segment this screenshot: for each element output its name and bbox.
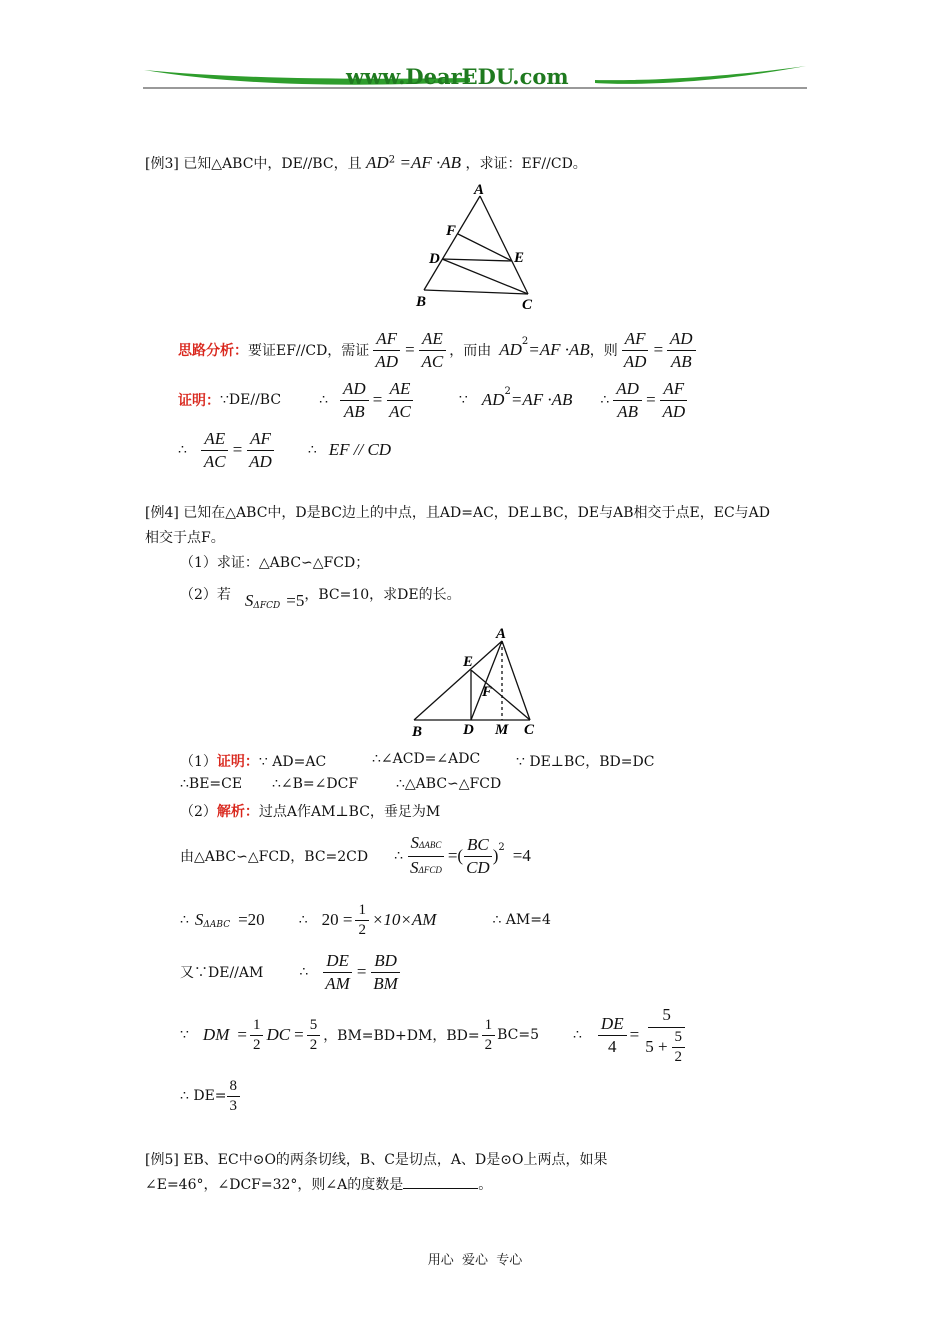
ex4-r1-text: 由△ABC∽△FCD，BC=2CD xyxy=(180,849,369,865)
ex3-text2: ，求证：EF//CD。 xyxy=(465,156,587,172)
frac-one-half: $\frac{1}{2}$ xyxy=(250,1017,264,1054)
ex3-segment-de xyxy=(442,259,512,261)
equals-sign: = xyxy=(231,440,244,459)
ex4-r4-dc: DC xyxy=(266,1025,291,1044)
sub-abc: ΔABC xyxy=(419,839,442,850)
s-symbol: S xyxy=(410,857,419,877)
therefore-symbol: ∴ xyxy=(573,1027,582,1043)
ex3-eq-ad: AD xyxy=(366,153,389,172)
ex3-analysis-title: 思路分析： xyxy=(178,343,248,359)
ex3-label-c: C xyxy=(522,297,533,312)
ex3-proof-row2 xyxy=(178,426,391,474)
ex4-label-f: F xyxy=(482,684,493,700)
ex4-r1-sq: 2 xyxy=(498,842,505,853)
ex3-label: [例3] xyxy=(145,156,179,172)
therefore-symbol: ∴ xyxy=(178,442,187,458)
therefore-symbol: ∴ xyxy=(299,964,309,980)
ex4-r2-am: ∴ AM=4 xyxy=(492,912,551,928)
ex3-frac-af-ad: $\frac{AF}{AD}$ xyxy=(659,379,688,422)
ex3-eq-sq: 2 xyxy=(521,336,529,347)
ex3-label-a: A xyxy=(474,182,485,198)
ex4-line2: 相交于点F。 xyxy=(145,530,225,546)
ex3-frac-af-ad: $\frac{AF}{AD}$ xyxy=(621,329,650,372)
ex3-analysis xyxy=(178,326,699,374)
ex4-frac-bc-cd: $\frac{BC}{CD}$ xyxy=(463,835,493,878)
s-symbol: S xyxy=(410,832,420,852)
therefore-symbol: ∴ xyxy=(394,848,404,864)
ex3-frac-ae-ac: $\frac{AE}{AC}$ xyxy=(418,329,446,372)
ex4-figure xyxy=(408,624,548,739)
equals-sign: = xyxy=(403,340,416,359)
ex4-a2-line xyxy=(180,801,440,821)
therefore-symbol: ∴ xyxy=(600,392,610,408)
ex4-a2-pre: （2） xyxy=(180,804,217,820)
ex4-r2-val: =20 xyxy=(238,910,265,929)
frac-one-half: $\frac{1}{2}$ xyxy=(355,902,369,939)
ex4-r2-lhs: 20 = xyxy=(321,910,353,929)
frac-one-half: $\frac{1}{2}$ xyxy=(482,1017,496,1054)
ex4-r4-dm: DM xyxy=(202,1025,230,1044)
ex3-side-ab xyxy=(424,196,480,290)
ex3-label-b: B xyxy=(416,294,427,310)
ex3-frac-ad-ab: $\frac{AD}{AB}$ xyxy=(613,379,642,422)
ex4-frac-de-4: $\frac{DE}{4}$ xyxy=(598,1014,627,1057)
ex4-q2 xyxy=(180,577,461,611)
ex4-a1-t2: ∴∠ACD=∠ADC xyxy=(372,751,481,767)
ex3-frac-ad-ab: $\frac{AD}{AB}$ xyxy=(667,329,696,372)
ex3-eq-ad: AD xyxy=(481,390,505,409)
ex4-r3-text: 又∵DE//AM xyxy=(180,965,264,981)
ex3-frac-ad-ab: $\frac{AD}{AB}$ xyxy=(340,379,369,422)
ex5-line1: [例5] EB、EC中⊙O的两条切线，B、C是切点，A、D是⊙O上两点，如果 xyxy=(145,1152,608,1168)
ex3-frac-ae-ac: $\frac{AE}{AC}$ xyxy=(201,429,229,472)
ex5-line2-text: ∠E=46°，∠DCF=32°，则∠A的度数是 xyxy=(145,1177,404,1193)
ex3-eq-rhs: =AF ·AB xyxy=(528,340,590,359)
ex3-proof-row1 xyxy=(178,376,691,424)
ex4-r2 xyxy=(180,896,551,944)
therefore-symbol: ∴ xyxy=(298,912,308,928)
equals-sign: = xyxy=(652,340,664,359)
ex4-r4-t2: BC=5 xyxy=(497,1027,539,1043)
ex4-label-d: D xyxy=(463,722,474,738)
ex4-r1-close: ) xyxy=(492,846,499,865)
equals-sign: = xyxy=(294,1025,304,1044)
ex4-label-e: E xyxy=(463,654,474,670)
ex3-eq-sq: 2 xyxy=(504,386,511,397)
ex4-q2a: （2）若 xyxy=(180,587,231,603)
ex3-label-d: D xyxy=(429,251,440,267)
ex4-q1: （1）求证：△ABC∽△FCD； xyxy=(180,555,370,571)
ex3-eq-rhs: =AF ·AB xyxy=(399,153,462,172)
s-symbol: S xyxy=(244,591,254,610)
ex3-label-f: F xyxy=(446,223,457,239)
ex4-a1-l2b: ∴∠B=∠DCF xyxy=(272,776,359,792)
ex3-figure xyxy=(410,182,545,312)
ex4-r3 xyxy=(180,948,404,996)
therefore-symbol: ∴ xyxy=(319,392,328,408)
equals-sign: = xyxy=(371,390,384,409)
ex4-a1-t1: ∵ AD=AC xyxy=(258,754,327,770)
ex4-q2-val: =5 xyxy=(286,591,305,610)
ex3-statement xyxy=(145,153,587,173)
ex4-den-pre: 5 + xyxy=(645,1037,668,1056)
ex3-analysis-t1: 要证EF//CD，需证 xyxy=(248,343,370,359)
sub-abc: ΔABC xyxy=(203,920,231,930)
header-site-logo: www.DearEDU.com xyxy=(346,64,569,89)
ex4-a1-line1 xyxy=(180,751,326,771)
ex3-frac-af-ad: $\frac{AF}{AD}$ xyxy=(372,329,401,372)
ex4-label-b: B xyxy=(412,724,423,739)
equals-sign: = xyxy=(629,1025,640,1044)
s-symbol: S xyxy=(194,910,204,929)
frac-five-halves: $\frac{5}{2}$ xyxy=(307,1017,321,1054)
ex4-a1-title: 证明： xyxy=(216,754,259,770)
ex3-segment-fe xyxy=(458,234,512,261)
ex4-r4 xyxy=(180,1004,694,1066)
because-symbol: ∵ xyxy=(220,392,229,408)
ex4-label-m: M xyxy=(495,722,509,738)
ex4-a2-title: 解析： xyxy=(216,804,259,820)
ex3-proof-title: 证明： xyxy=(178,393,220,409)
ex3-side-ac xyxy=(480,196,528,294)
ex4-q2b: ，BC=10，求DE的长。 xyxy=(304,587,461,603)
ex3-proof-p1: DE//BC xyxy=(228,392,282,408)
therefore-symbol: ∴ xyxy=(307,442,317,458)
ex4-r4-t1: ，BM=BD+DM，BD= xyxy=(323,1028,480,1044)
ex3-conclusion: EF // CD xyxy=(328,440,392,459)
ex4-r5 xyxy=(180,1072,243,1120)
ex4-area-ratio xyxy=(407,833,445,880)
equals-sign: = xyxy=(644,390,657,409)
ex4-r2-rhs: ×10×AM xyxy=(371,910,437,929)
ex3-side-bc xyxy=(424,290,528,294)
sub-fcd: ΔFCD xyxy=(418,864,442,875)
frac-five-halves: $\frac{5}{2}$ xyxy=(672,1029,686,1066)
ex4-a1-l2c: ∴△ABC∽△FCD xyxy=(396,776,502,792)
ex4-label-c: C xyxy=(524,722,535,738)
ex3-eq-ad: AD xyxy=(499,340,522,359)
ex3-frac-af-ad: $\frac{AF}{AD}$ xyxy=(246,429,275,472)
answer-blank[interactable] xyxy=(403,1174,478,1189)
because-symbol: ∵ xyxy=(458,392,468,408)
ex4-a1-t3: ∵ DE⊥BC，BD=DC xyxy=(516,754,655,770)
ex4-frac-bd-bm: $\frac{BD}{BM}$ xyxy=(370,951,401,994)
equals-sign: = xyxy=(355,962,368,981)
ex4-r5-text: ∴ DE= xyxy=(180,1088,227,1104)
frac-eight-thirds: $\frac{8}{3}$ xyxy=(227,1078,241,1115)
ex3-eq-rhs: =AF ·AB xyxy=(510,390,573,409)
ex4-line1: [例4] 已知在△ABC中，D是BC边上的中点，且AD=AC，DE⊥BC，DE与AB相交于点E，EC与AD xyxy=(145,505,770,521)
ex5-line2 xyxy=(145,1174,492,1194)
therefore-symbol: ∴ xyxy=(180,912,189,928)
ex4-side-ab xyxy=(414,641,502,720)
ex3-eq-sq: 2 xyxy=(388,154,396,166)
ex3-analysis-t2: ，而由 xyxy=(449,343,492,359)
ex4-a1-pre: （1） xyxy=(180,754,217,770)
ex4-label-a: A xyxy=(496,626,507,642)
because-symbol: ∵ xyxy=(180,1027,189,1043)
ex4-q2-sub: ΔFCD xyxy=(253,601,281,611)
ex4-a1-l2a: ∴BE=CE xyxy=(180,776,243,792)
right-swoosh xyxy=(595,66,806,84)
ex4-r1-eq: =( xyxy=(447,846,464,865)
ex4-frac-de-am: $\frac{DE}{AM}$ xyxy=(322,951,353,994)
ex4-segment-ad xyxy=(471,641,502,720)
ex3-analysis-t3: ，则 xyxy=(589,343,618,359)
ex3-text1: 已知△ABC中，DE//BC，且 xyxy=(183,156,362,172)
ex4-r1-val: =4 xyxy=(512,846,531,865)
ex3-label-e: E xyxy=(514,250,525,266)
ex4-frac-5-over-sum: 5 5 + $\frac{5}{2}$ xyxy=(642,1005,691,1066)
equals-sign: = xyxy=(237,1025,247,1044)
ex3-frac-ae-ac: $\frac{AE}{AC}$ xyxy=(386,379,414,422)
footer-text: 用心 爱心 专心 xyxy=(427,1253,523,1268)
ex4-r1 xyxy=(180,830,531,882)
ex4-a2-text: 过点A作AM⊥BC，垂足为M xyxy=(258,804,441,820)
ex5-line2-end: 。 xyxy=(478,1177,493,1193)
